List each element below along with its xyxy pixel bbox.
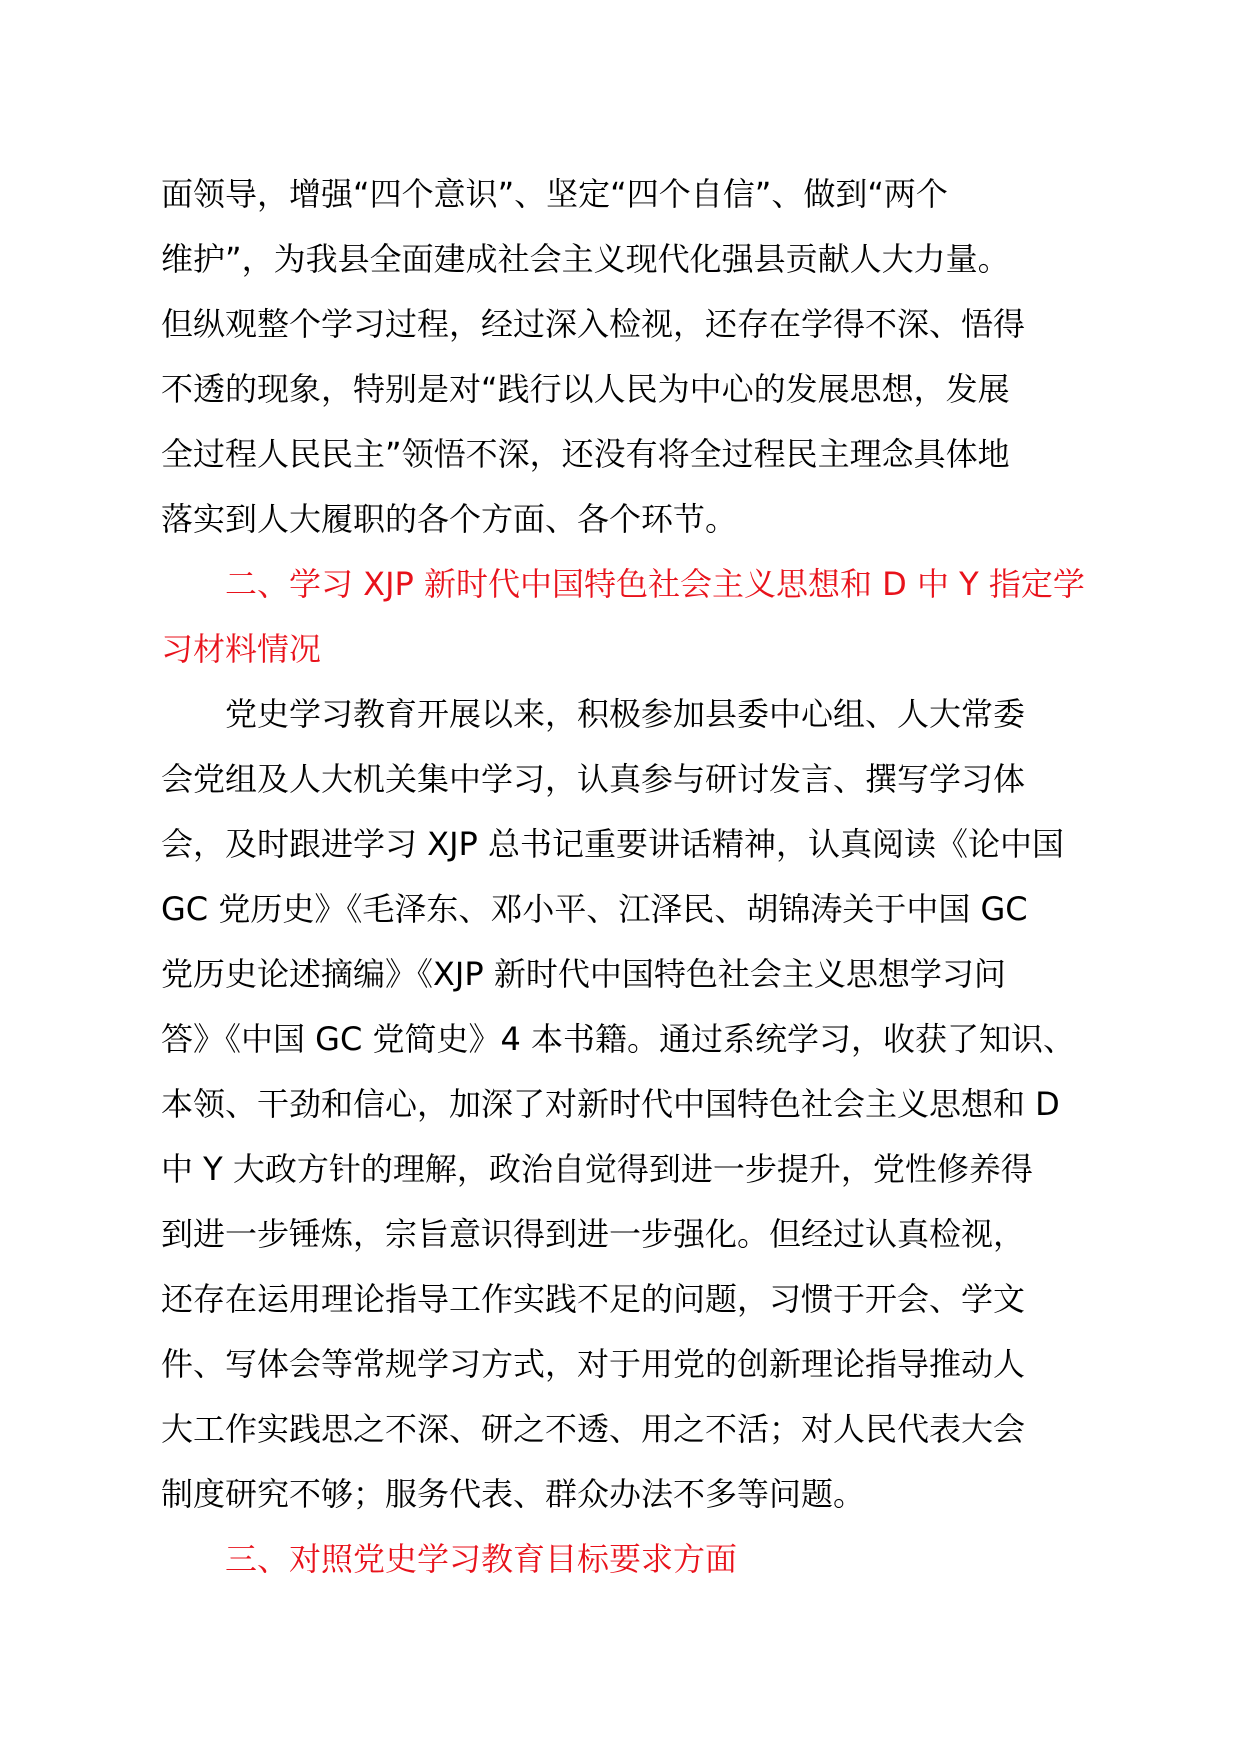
paragraph-line: 面领导，增强“四个意识”、坚定“四个自信”、做到“两个 xyxy=(161,175,948,213)
paragraph-line: 全过程人民民主”领悟不深，还没有将全过程民主理念具体地 xyxy=(161,435,1010,473)
paragraph-line: 答》《中国 GC 党简史》4 本书籍。通过系统学习，收获了知识、 xyxy=(161,1020,1076,1058)
paragraph-line: 维护”，为我县全面建成社会主义现代化强县贡献人大力量。 xyxy=(161,240,1010,278)
paragraph-line: 件、写体会等常规学习方式，对于用党的创新理论指导推动人 xyxy=(161,1345,1026,1383)
paragraph-line: 党史学习教育开展以来，积极参加县委中心组、人大常委 xyxy=(225,695,1026,733)
paragraph-line: 会，及时跟进学习 XJP 总书记重要讲话精神，认真阅读《论中国 xyxy=(161,825,1065,863)
paragraph-line: 落实到人大履职的各个方面、各个环节。 xyxy=(161,500,738,538)
paragraph-line: 不透的现象，特别是对“践行以人民为中心的发展思想，发展 xyxy=(161,370,1010,408)
paragraph-line: 还存在运用理论指导工作实践不足的问题，习惯于开会、学文 xyxy=(161,1280,1026,1318)
section-heading-line: 三、对照党史学习教育目标要求方面 xyxy=(225,1540,738,1578)
paragraph-line: 本领、干劲和信心，加深了对新时代中国特色社会主义思想和 D xyxy=(161,1085,1060,1123)
paragraph-line: 到进一步锤炼，宗旨意识得到进一步强化。但经过认真检视， xyxy=(161,1215,1026,1253)
paragraph-line: 会党组及人大机关集中学习，认真参与研讨发言、撰写学习体 xyxy=(161,760,1026,798)
paragraph-line: 但纵观整个学习过程，经过深入检视，还存在学得不深、悟得 xyxy=(161,305,1026,343)
section-heading-line: 二、学习 XJP 新时代中国特色社会主义思想和 D 中 Y 指定学 xyxy=(225,565,1085,603)
paragraph-line: 大工作实践思之不深、研之不透、用之不活；对人民代表大会 xyxy=(161,1410,1026,1448)
paragraph-line: 党历史论述摘编》《XJP 新时代中国特色社会主义思想学习问 xyxy=(161,955,1006,993)
paragraph-line: 中 Y 大政方针的理解，政治自觉得到进一步提升，党性修养得 xyxy=(161,1150,1033,1188)
document-body xyxy=(161,162,1121,1592)
section-heading-line: 习材料情况 xyxy=(161,630,322,668)
paragraph-line: 制度研究不够；服务代表、群众办法不多等问题。 xyxy=(161,1475,866,1513)
paragraph-line: GC 党历史》《毛泽东、邓小平、江泽民、胡锦涛关于中国 GC xyxy=(161,890,1028,928)
